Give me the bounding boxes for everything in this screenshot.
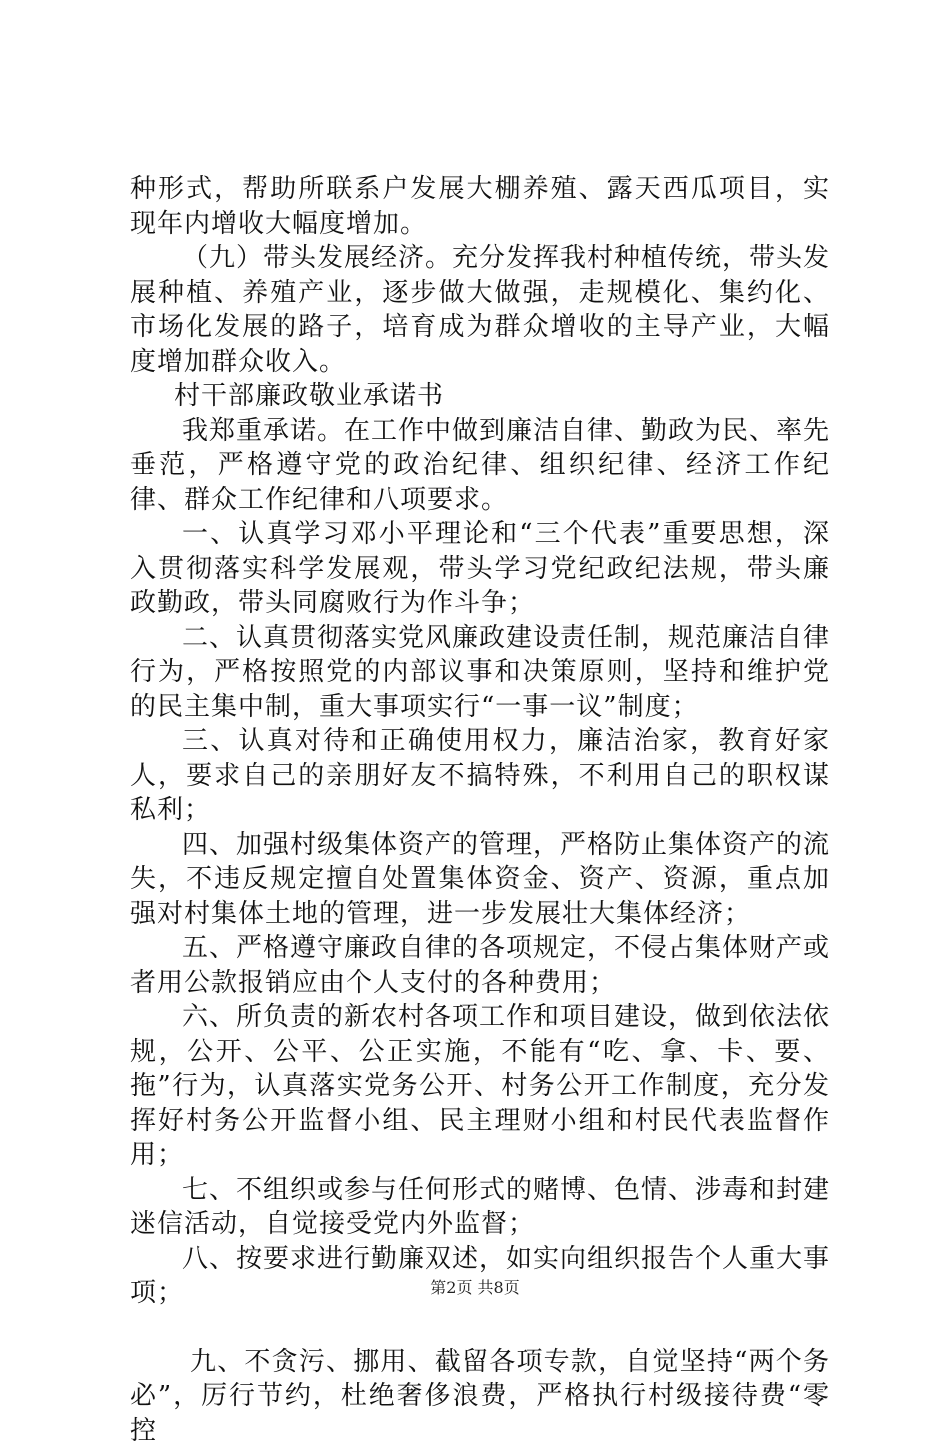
page-number-label: 第2页 共8页 bbox=[430, 1278, 519, 1297]
paragraph-gap bbox=[130, 1311, 830, 1345]
paragraph-pledge-7: 七、不组织或参与任何形式的赌博、色情、涉毒和封建迷信活动，自觉接受党内外监督； bbox=[130, 1173, 830, 1242]
paragraph-item-nine: （九）带头发展经济。充分发挥我村种植传统，带头发展种植、养殖产业，逐步做大做强，走规模化、集约化、市场化发展的路子，培育成为群众增收的主导产业，大幅度增加群众收入。 bbox=[130, 241, 830, 379]
paragraph-pledge-4: 四、加强村级集体资产的管理，严格防止集体资产的流失，不违反规定擅自处置集体资金、资产、资源，重点加强对村集体土地的管理，进一步发展壮大集体经济； bbox=[130, 828, 830, 932]
section-title: 村干部廉政敬业承诺书 bbox=[130, 379, 830, 414]
paragraph-pledge-6: 六、所负责的新农村各项工作和项目建设，做到依法依规，公开、公平、公正实施，不能有“吃、拿、卡、要、拖”行为，认真落实党务公开、村务公开工作制度，充分发挥好村务公开监督小组、民主理财小组和村民代表监督作用； bbox=[130, 1000, 830, 1173]
paragraph-pledge-8: 八、按要求进行勤廉双述，如实向组织报告个人重大事项； bbox=[130, 1242, 830, 1311]
paragraph-pledge-9: 九、不贪污、挪用、截留各项专款，自觉坚持“两个务必”，厉行节约，杜绝奢侈浪费，严格执行村级接待费“零控 bbox=[130, 1345, 830, 1448]
paragraph-continuation: 种形式，帮助所联系户发展大棚养殖、露天西瓜项目，实现年内增收大幅度增加。 bbox=[130, 172, 830, 241]
paragraph-pledge-3: 三、认真对待和正确使用权力，廉洁治家，教育好家人，要求自己的亲朋好友不搞特殊，不利用自己的职权谋私利； bbox=[130, 724, 830, 828]
paragraph-pledge-5: 五、严格遵守廉政自律的各项规定，不侵占集体财产或者用公款报销应由个人支付的各种费用； bbox=[130, 931, 830, 1000]
paragraph-pledge-intro: 我郑重承诺。在工作中做到廉洁自律、勤政为民、率先垂范，严格遵守党的政治纪律、组织纪律、经济工作纪律、群众工作纪律和八项要求。 bbox=[130, 414, 830, 518]
page-footer bbox=[0, 1275, 950, 1298]
paragraph-pledge-1: 一、认真学习邓小平理论和“三个代表”重要思想，深入贯彻落实科学发展观，带头学习党纪政纪法规，带头廉政勤政，带头同腐败行为作斗争； bbox=[130, 517, 830, 621]
document-body bbox=[130, 172, 830, 1448]
paragraph-pledge-2: 二、认真贯彻落实党风廉政建设责任制，规范廉洁自律行为，严格按照党的内部议事和决策原则，坚持和维护党的民主集中制，重大事项实行“一事一议”制度； bbox=[130, 621, 830, 725]
